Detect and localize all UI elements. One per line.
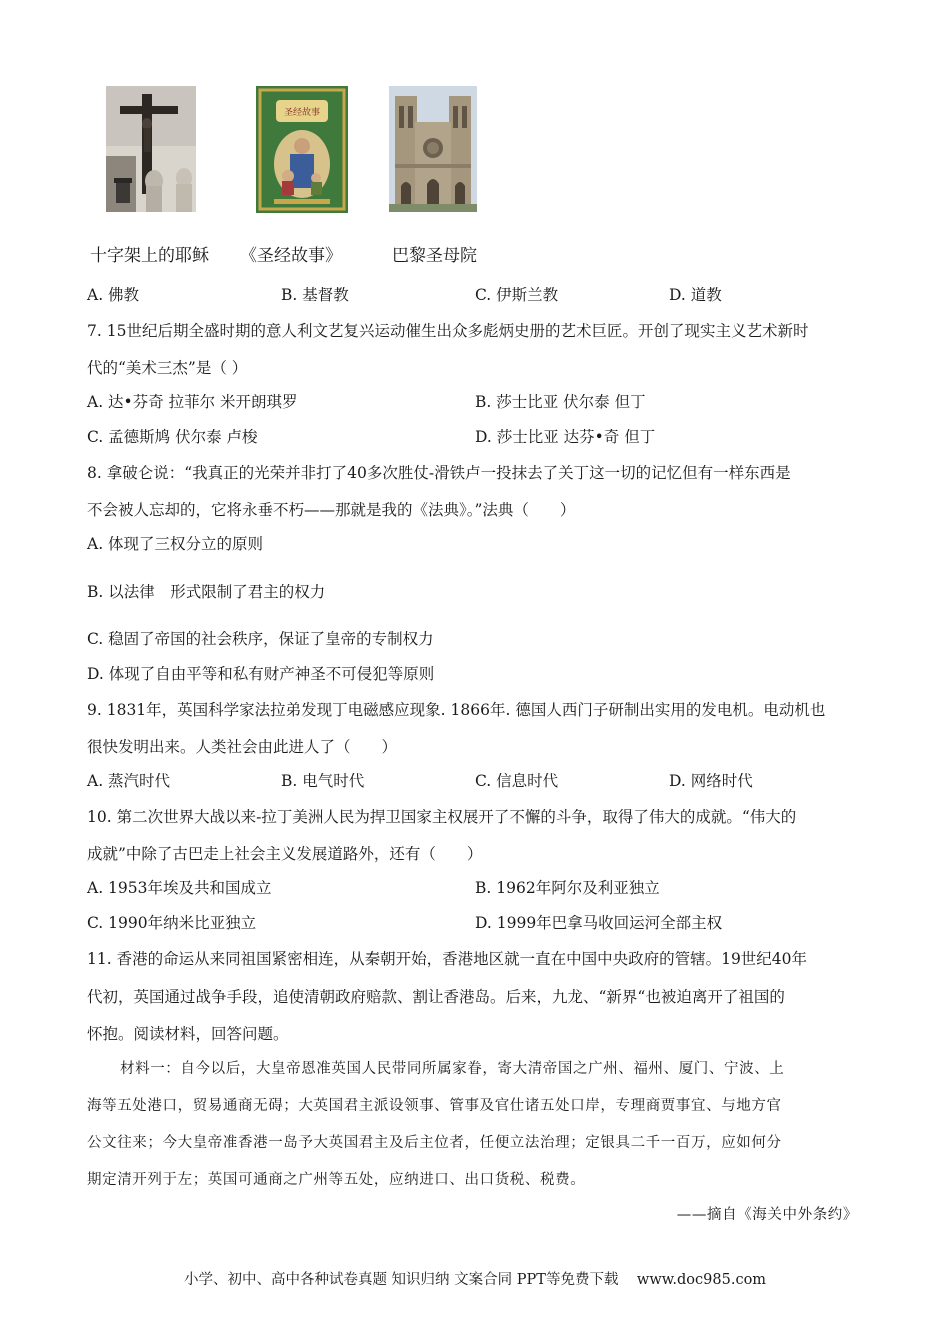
q7-option-b: B. 莎士比亚 伏尔泰 但丁 <box>475 393 646 411</box>
q6-option-b: B. 基督教 <box>281 286 349 304</box>
q9-stem-line-2: 很快发明出来。人类社会由此进人了（ ） <box>87 738 398 756</box>
q7-option-d: D. 莎士比亚 达芬•奇 但丁 <box>475 428 656 446</box>
q11-material-line-3: 公文往来；今大皇帝准香港一岛予大英国君主及后主位者，任便立法治理；定银具二千一百万，应如何分 <box>87 1135 782 1151</box>
crucifix-image <box>106 86 196 212</box>
q9-option-b: B. 电气时代 <box>281 772 365 790</box>
q10-option-d: D. 1999年巴拿马收回运河全部主权 <box>475 914 723 932</box>
q10-option-b: B. 1962年阿尔及利亚独立 <box>475 879 660 897</box>
q7-stem-line-1: 7. 15世纪后期全盛时期的意人利文艺复兴运动催生出众多彪炳史册的艺术巨匠。开创了现实主义艺术新时 <box>87 322 809 340</box>
q9-option-c: C. 信息时代 <box>475 772 559 790</box>
q10-option-c: C. 1990年纳米比亚独立 <box>87 914 257 932</box>
q7-option-c: C. 孟德斯鸠 伏尔泰 卢梭 <box>87 428 258 446</box>
q11-material-line-1: 材料一：自今以后，大皇帝恩准英国人民带同所属家眷，寄大清帝国之广州、福州、厦门、宁波、上 <box>120 1061 785 1077</box>
q6-option-d: D. 道教 <box>669 286 722 304</box>
q6-option-c: C. 伊斯兰教 <box>475 286 559 304</box>
q7-stem-line-2: 代的“美术三杰”是（ ） <box>87 359 248 377</box>
q11-material-line-2: 海等五处港口，贸易通商无碍；大英国君主派设领事、管事及官仕诸五处口岸，专理商贾事宜、与地方官 <box>87 1098 782 1114</box>
q10-option-a: A. 1953年埃及共和国成立 <box>87 879 272 897</box>
q11-stem-line-3: 怀抱。阅读材料，回答问题。 <box>87 1025 289 1043</box>
q10-stem-line-1: 10. 第二次世界大战以来-拉丁美洲人民为捍卫国家主权展开了不懈的斗争，取得了伟大的成就。“伟大的 <box>87 808 797 826</box>
q8-stem-line-2: 不会被人忘却的，它将永垂不朽——那就是我的《法典》。”法典（ ） <box>87 501 576 519</box>
footer-url[interactable]: www.doc985.com <box>636 1272 767 1288</box>
q8-option-a: A. 体现了三权分立的原则 <box>87 535 264 553</box>
footer-text: 小学、初中、高中各种试卷真题 知识归纳 文案合同 PPT等免费下载 <box>183 1272 619 1288</box>
q11-material-source: ——摘自《海关中外条约》 <box>676 1207 858 1223</box>
bible-stories-caption: 《圣经故事》 <box>240 246 342 266</box>
q7-option-a: A. 达•芬奇 拉菲尔 米开朗琪罗 <box>87 393 298 411</box>
q9-stem-line-1: 9. 1831年，英国科学家法拉弟发现丁电磁感应现象. 1866年. 德国人西门子研制出实用的发电机。电动机也 <box>87 701 826 719</box>
q11-stem-line-2: 代初，英国通过战争手段，追使清朝政府赔款、割让香港岛。后来，九龙、“新界“也被迫离开了祖国的 <box>87 988 785 1006</box>
notre-dame-caption: 巴黎圣母院 <box>392 246 477 266</box>
q6-option-a: A. 佛教 <box>87 286 140 304</box>
q8-option-d: D. 体现了自由平等和私有财产神圣不可侵犯等原则 <box>87 665 435 683</box>
crucifix-caption: 十字架上的耶稣 <box>90 246 209 266</box>
q8-option-b: B. 以法律 形式限制了君主的权力 <box>87 583 326 601</box>
q9-option-d: D. 网络时代 <box>669 772 753 790</box>
q8-stem-line-1: 8. 拿破仑说：“我真正的光荣并非打了40多次胜仗-滑铁卢一投抹去了关丁这一切的记忆但有一样东西是 <box>87 464 791 482</box>
q10-stem-line-2: 成就”中除了古巴走上社会主义发展道路外，还有（ ） <box>87 845 483 863</box>
notre-dame-image <box>389 86 477 212</box>
q9-option-a: A. 蒸汽时代 <box>87 772 171 790</box>
bible-cover-title: 圣经故事 <box>283 108 321 118</box>
q11-material-line-4: 期定清开列于左；英国可通商之广州等五处，应纳进口、出口货税、税费。 <box>87 1172 586 1188</box>
q11-stem-line-1: 11. 香港的命运从来同祖国紧密相连，从秦朝开始，香港地区就一直在中国中央政府的管辖。19世纪40年 <box>87 950 808 968</box>
bible-stories-cover-image <box>256 86 348 213</box>
page-footer <box>0 1270 950 1290</box>
q8-option-c: C. 稳固了帝国的社会秩序，保证了皇帝的专制权力 <box>87 630 434 648</box>
